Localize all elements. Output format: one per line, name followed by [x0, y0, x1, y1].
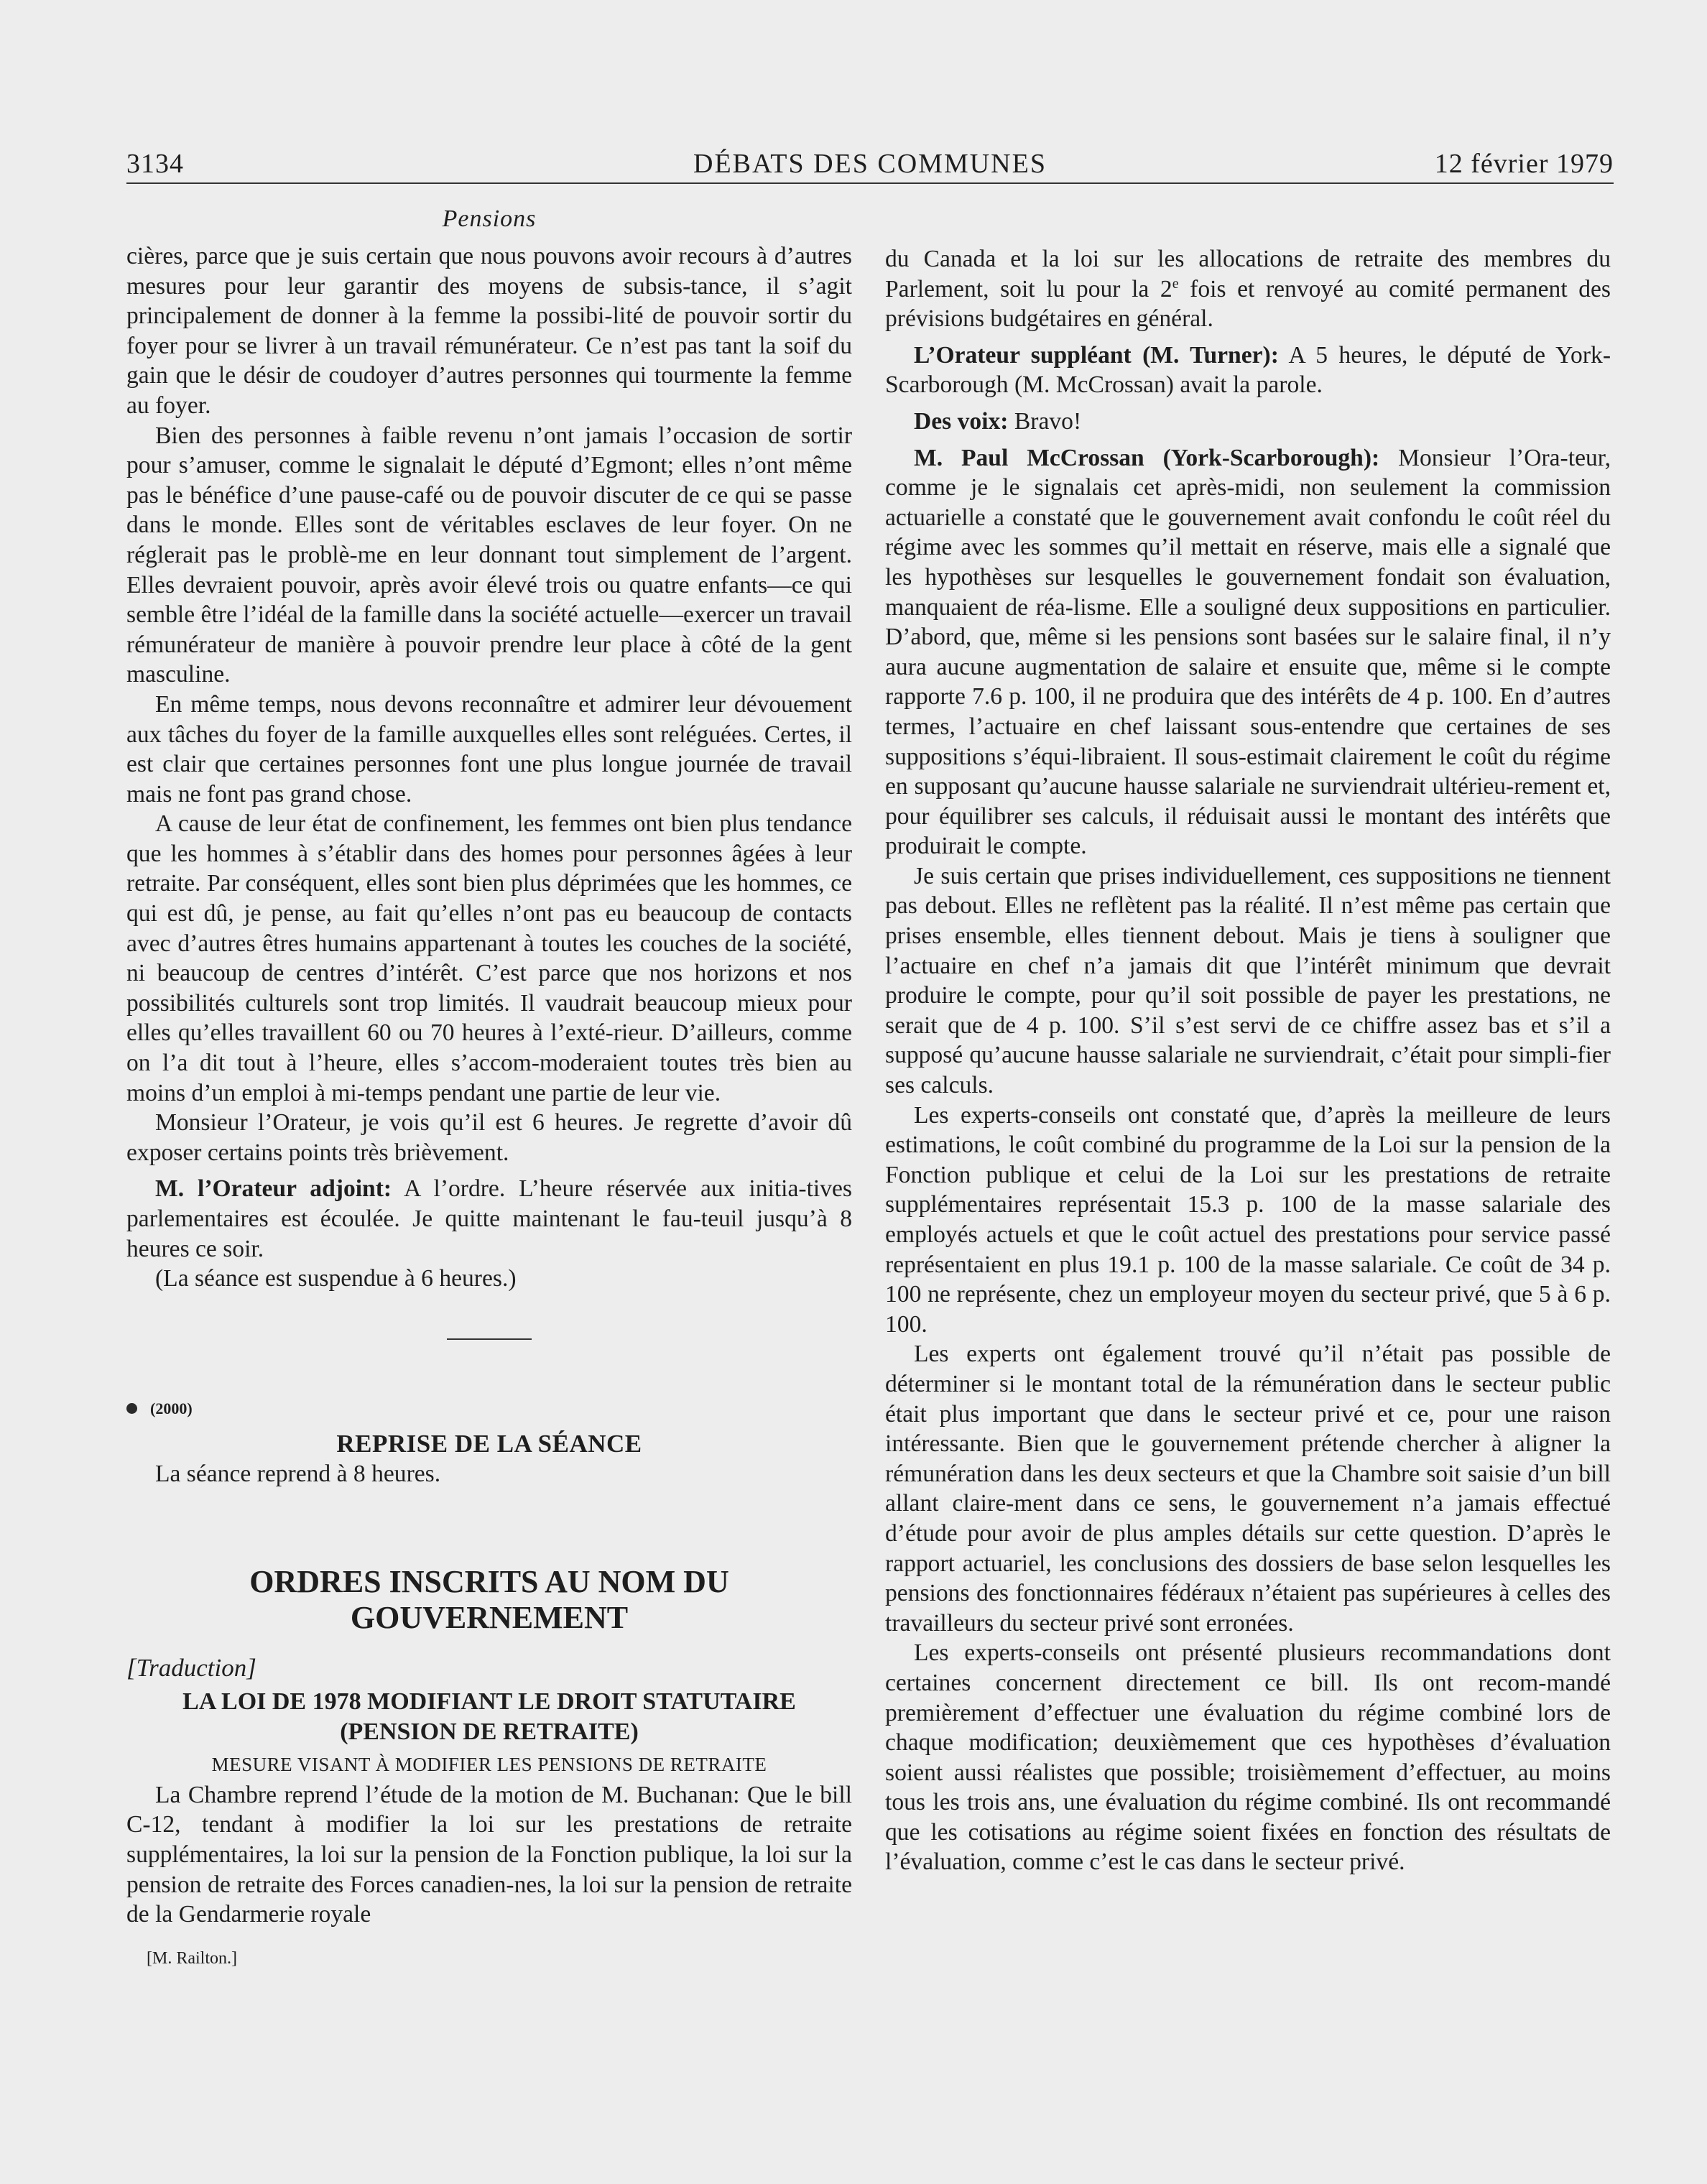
paragraph: En même temps, nous devons reconnaître et admirer leur dévouement aux tâches du foyer de la famille auxquelles elles sont reléguées. Certes, il est clair que certaines personnes font une plus longue journée de travail mais ne font pas grand chose. [126, 690, 852, 808]
publication-date: 12 février 1979 [1434, 149, 1614, 179]
timecode-marker [126, 1392, 852, 1424]
bill-subtitle: MESURE VISANT À MODIFIER LES PENSIONS DE RETRAITE [211, 1754, 767, 1776]
paragraph: Les experts-conseils ont présenté plusieurs recommandations dont certaines concernent directement ce bill. Ils ont recom-mandé premièrement d’effectuer une évaluation du régime combiné lors de chaque modification; deuxièmement que ces hypothèses d’évaluation soient aussi réalistes que possible; troisièmement d’effectuer, au moins tous les trois ans, une évaluation du régime combiné. Ils ont recommandé que les cotisations au régime soient fixées en fonction des résultats de l’évaluation, comme c’est le cas dans le secteur privé. [885, 1639, 1611, 1876]
publication-title: DÉBATS DES COMMUNES [693, 149, 1047, 179]
superscript: e [1172, 275, 1179, 292]
speech-text: Monsieur l’Ora-teur, comme je le signalais cet après-midi, non seulement la commission actuarielle a constaté que le gouvernement avait confondu le coût réel du régime avec les sommes qu’il mettait en réserve, mais elle a signalé que les hypothèses sur lesquelles le gouvernement fondait son évaluation, manquaient de réa-lisme. Elle a souligné deux suppositions en particulier. D’abord, que, même si les pensions sont basées sur le salaire final, il n’y aura aucune augmentation de salaire et ensuite que, même si le compte rapporte 7.6 p. 100, il ne produira que des intérêts de 4 p. 100. En d’autres termes, l’actuaire en chef laissant sous-entendre que certaines de ses suppositions s’équi-libraient. Il sous-estimait clairement le coût du régime en supposant qu’aucune hausse salariale ne surviendrait ultérieu-rement et, pour équilibrer ses calculs, il réduisait aussi le montant des intérêts que produirait le compte. [885, 444, 1611, 860]
translation-note: [Traduction] [126, 1653, 256, 1682]
page-header [126, 148, 1614, 184]
section-divider [447, 1338, 532, 1340]
speaker-name: Des voix: [914, 407, 1009, 435]
paragraph: La séance reprend à 8 heures. [155, 1460, 441, 1487]
speech-paragraph [885, 443, 1611, 861]
bill-title-line: LA LOI DE 1978 MODIFIANT LE DROIT STATUTAIRE [182, 1688, 796, 1716]
right-column [885, 244, 1611, 1877]
speaker-footnote: [M. Railton.] [147, 1948, 237, 1968]
speech-paragraph [885, 341, 1611, 400]
paragraph: Les experts-conseils ont constaté que, d’après la meilleure de leurs estimations, le coût combiné du programme de la Loi sur la pension de la Fonction publique et celui de la Loi sur les prestations de retraite supplémentaires représentait 15.3 p. 100 de la masse salariale des employés actuels et que le coût actuel des prestations pour service passé représentaient en plus 19.1 p. 100 de la masse salariale. Ce coût de 34 p. 100 ne représente, chez un employeur moyen du secteur privé, que 5 à 6 p. 100. [885, 1101, 1611, 1338]
paragraph-text: du Canada et la loi sur les allocations de retraite des membres du Parlement, soit lu pour la 2 [885, 246, 1611, 302]
bill-title [126, 1687, 852, 1747]
section-heading: REPRISE DE LA SÉANCE [336, 1430, 642, 1458]
speech-paragraph [885, 407, 1611, 437]
speech-paragraph [126, 1174, 852, 1264]
paragraph: Bien des personnes à faible revenu n’ont jamais l’occasion de sortir pour s’amuser, comme le signalait le député d’Egmont; elles n’ont même pas le bénéfice d’une pause-café ou de pouvoir discuter de ce qui se passe dans le monde. Elles sont de véritables esclaves de leur foyer. On ne réglerait pas le problè-me en leur donnant tout simplement de l’argent. Elles devraient pouvoir, après avoir élevé trois ou quatre enfants—ce qui semble être l’idéal de la famille dans la société actuelle—exercer un travail rémunérateur de manière à pouvoir prendre leur place à côté de la gent masculine. [126, 422, 852, 688]
paragraph: La Chambre reprend l’étude de la motion de M. Buchanan: Que le bill C-12, tendant à modifier la loi sur les prestations de retraite supplémentaires, la loi sur la pension de la Fonction publique, la loi sur la pension de retraite des Forces canadien-nes, la loi sur la pension de retraite de la Gendarmerie royale [126, 1781, 852, 1928]
page-number: 3134 [126, 149, 184, 179]
speaker-name: L’Orateur suppléant (M. Turner): [914, 341, 1279, 369]
paragraph: Monsieur l’Orateur, je vois qu’il est 6 heures. Je regrette d’avoir dû exposer certains points très brièvement. [126, 1109, 852, 1166]
paragraph: cières, parce que je suis certain que nous pouvons avoir recours à d’autres mesures pour leur garantir des moyens de subsis-tance, il s’agit principalement de donner à la femme la possibi-lité de pouvoir sortir du foyer pour se livrer à un travail rémunérateur. Ce n’est pas tant la soif du gain que le désir de coudoyer d’autres personnes qui tourmente la femme au foyer. [126, 243, 852, 419]
speaker-name: M. Paul McCrossan (York-Scarborough): [914, 444, 1380, 471]
paragraph [885, 244, 1611, 334]
main-heading-line: ORDRES INSCRITS AU NOM DU [249, 1563, 729, 1599]
paragraph: Les experts ont également trouvé qu’il n’était pas possible de déterminer si le montant total de la rémunération dans le secteur public était plus important que dans le secteur privé et ce, pour une raison intéressante. Bien que le gouvernement prétende chercher à aligner la rémunération dans les deux secteurs et que la Chambre soit saisie d’un bill allant claire-ment dans ce sens, le gouvernement n’a jamais effectué d’étude pour avoir de plus amples détails sur cette question. D’après le rapport actuariel, les conclusions des dossiers de base selon lesquelles les pensions des fonctionnaires fédéraux n’étaient pas supérieures à celles des travailleurs du secteur privé sont erronées. [885, 1341, 1611, 1637]
paragraph-text: fois et renvoyé au comité permanent des prévisions budgétaires en général. [885, 275, 1611, 333]
left-column [126, 241, 852, 1974]
bullet-icon [126, 1403, 137, 1414]
running-head: Pensions [442, 205, 537, 232]
paragraph: (La séance est suspendue à 6 heures.) [155, 1265, 517, 1292]
main-heading-line: GOUVERNEMENT [350, 1599, 629, 1635]
speech-text: A l’ordre. L’heure réservée aux initia-tives parlementaires est écoulée. Je quitte maintenant le fau-teuil jusqu’à 8 heures ce soir. [126, 1175, 852, 1262]
speaker-name: M. l’Orateur adjoint: [155, 1175, 392, 1203]
speech-text: Bravo! [1008, 407, 1082, 435]
main-heading [126, 1564, 852, 1636]
paragraph: Je suis certain que prises individuellement, ces suppositions ne tiennent pas debout. Elles ne reflètent pas la réalité. Il n’est même pas certain que prises ensemble, elles tiennent debout. Mais je tiens à souligner que l’actuaire en chef n’a jamais dit que l’intérêt minimum que devrait produire le compte, pour qu’il soit possible de payer les prestations, ne serait que de 4 p. 100. S’il s’est servi de ce chiffre assez bas et s’il a supposé qu’aucune hausse salariale ne surviendrait, c’était pour simpli-fier ses calculs. [885, 862, 1611, 1099]
speech-text: A 5 heures, le député de York-Scarborough (M. McCrossan) avait la parole. [885, 341, 1611, 399]
paragraph: A cause de leur état de confinement, les femmes ont bien plus tendance que les hommes à s’établir dans des homes pour personnes âgées à leur retraite. Par conséquent, elles sont bien plus déprimées que les hommes, ce qui est dû, je pense, au fait qu’elles n’ont pas eu beaucoup de contacts avec d’autres êtres humains appartenant à toutes les couches de la société, ni beaucoup de centres d’intérêt. C’est parce que nos horizons et nos possibilités culturels sont trop limités. Il vaudrait beaucoup mieux pour elles qu’elles travaillent 60 ou 70 heures à l’exté-rieur. D’ailleurs, comme on l’a dit tout à l’heure, elles s’accom-moderaient toutes très bien au moins d’un emploi à mi-temps pendant une partie de leur vie. [126, 810, 852, 1106]
bill-title-line: (PENSION DE RETRAITE) [340, 1718, 639, 1746]
timecode: (2000) [150, 1399, 193, 1417]
